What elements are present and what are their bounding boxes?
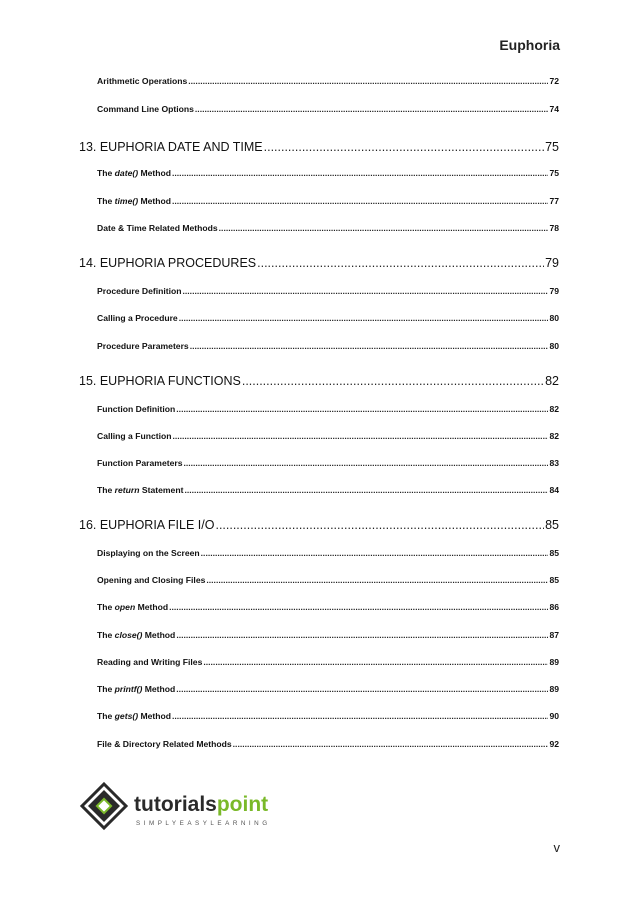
logo-tagline: SIMPLYEASYLEARNING [136,820,271,827]
toc-entry-label: The printf() Method [97,684,176,694]
toc-chapter-entry[interactable] [79,140,559,154]
toc-section-entry[interactable] [97,168,559,178]
toc-page-number: 85 [545,518,559,532]
toc-page-number: 79 [549,286,559,296]
toc-entry-label: Calling a Function [97,431,172,441]
toc-page-number: 92 [549,739,559,749]
toc-leader-dots [169,602,548,612]
toc-entry-label: Procedure Definition [97,286,182,296]
toc-leader-dots [183,458,548,468]
toc-section-entry[interactable] [97,76,559,86]
toc-section-entry[interactable] [97,404,559,414]
toc-section-entry[interactable] [97,739,559,749]
toc-leader-dots [242,374,544,388]
toc-page-number: 74 [549,104,559,114]
toc-chapter-entry[interactable] [79,256,559,270]
toc-leader-dots [203,657,548,667]
toc-section-entry[interactable] [97,485,559,495]
toc-page-number: 82 [545,374,559,388]
toc-leader-dots [206,575,548,585]
toc-leader-dots [219,223,549,233]
toc-page-number: 82 [549,404,559,414]
toc-chapter-entry[interactable] [79,518,559,532]
toc-entry-label: Procedure Parameters [97,341,189,351]
toc-leader-dots [172,431,548,441]
toc-leader-dots [233,739,549,749]
toc-entry-label: 14. EUPHORIA PROCEDURES [79,256,257,270]
toc-entry-label: Command Line Options [97,104,194,114]
toc-leader-dots [201,548,549,558]
toc-page-number: 80 [549,313,559,323]
toc-page-number: 77 [549,196,559,206]
toc-section-entry[interactable] [97,196,559,206]
toc-leader-dots [183,286,549,296]
toc-entry-label: File & Directory Related Methods [97,739,232,749]
toc-section-entry[interactable] [97,657,559,667]
toc-entry-label: 15. EUPHORIA FUNCTIONS [79,374,241,388]
toc-entry-label: Reading and Writing Files [97,657,203,667]
toc-section-entry[interactable] [97,458,559,468]
toc-section-entry[interactable] [97,630,559,640]
toc-leader-dots [195,104,549,114]
toc-leader-dots [215,518,544,532]
toc-page-number: 83 [549,458,559,468]
toc-section-entry[interactable] [97,223,559,233]
toc-leader-dots [188,76,548,86]
toc-leader-dots [264,140,544,154]
page-number: v [553,840,560,855]
toc-section-entry[interactable] [97,104,559,114]
logo-emblem-icon [82,784,126,828]
page-header-title: Euphoria [499,37,560,53]
toc-leader-dots [172,168,548,178]
toc-entry-label: The return Statement [97,485,184,495]
toc-leader-dots [257,256,544,270]
toc-page-number: 79 [545,256,559,270]
toc-leader-dots [176,684,548,694]
toc-page-number: 90 [549,711,559,721]
toc-section-entry[interactable] [97,286,559,296]
toc-page-number: 85 [549,575,559,585]
toc-section-entry[interactable] [97,431,559,441]
toc-entry-label: The close() Method [97,630,176,640]
toc-leader-dots [176,630,548,640]
toc-leader-dots [172,711,548,721]
toc-entry-label: 16. EUPHORIA FILE I/O [79,518,215,532]
toc-entry-label: The date() Method [97,168,172,178]
toc-leader-dots [172,196,548,206]
toc-page-number: 72 [549,76,559,86]
toc-page-number: 75 [549,168,559,178]
toc-entry-label: Function Parameters [97,458,183,468]
toc-leader-dots [176,404,548,414]
toc-page-number: 82 [549,431,559,441]
toc-entry-label: The time() Method [97,196,172,206]
toc-page-number: 78 [549,223,559,233]
toc-leader-dots [184,485,548,495]
toc-entry-label: Function Definition [97,404,176,414]
toc-page-number: 84 [549,485,559,495]
toc-entry-label: Displaying on the Screen [97,548,200,558]
toc-page-number: 89 [549,657,559,667]
toc-entry-label: Arithmetic Operations [97,76,188,86]
toc-entry-label: The open Method [97,602,169,612]
toc-page-number: 87 [549,630,559,640]
toc-page-number: 89 [549,684,559,694]
toc-entry-label: Opening and Closing Files [97,575,206,585]
toc-entry-label: Calling a Procedure [97,313,178,323]
toc-section-entry[interactable] [97,341,559,351]
toc-page-number: 86 [549,602,559,612]
toc-section-entry[interactable] [97,548,559,558]
toc-section-entry[interactable] [97,711,559,721]
logo-wordmark: tutorialspoint [134,793,269,816]
tutorialspoint-logo [78,780,278,842]
toc-section-entry[interactable] [97,602,559,612]
toc-entry-label: Date & Time Related Methods [97,223,218,233]
toc-section-entry[interactable] [97,684,559,694]
toc-page-number: 75 [545,140,559,154]
toc-page-number: 85 [549,548,559,558]
toc-page-number: 80 [549,341,559,351]
toc-section-entry[interactable] [97,313,559,323]
toc-leader-dots [190,341,549,351]
toc-leader-dots [179,313,549,323]
toc-chapter-entry[interactable] [79,374,559,388]
toc-section-entry[interactable] [97,575,559,585]
toc-entry-label: 13. EUPHORIA DATE AND TIME [79,140,263,154]
toc-entry-label: The gets() Method [97,711,172,721]
